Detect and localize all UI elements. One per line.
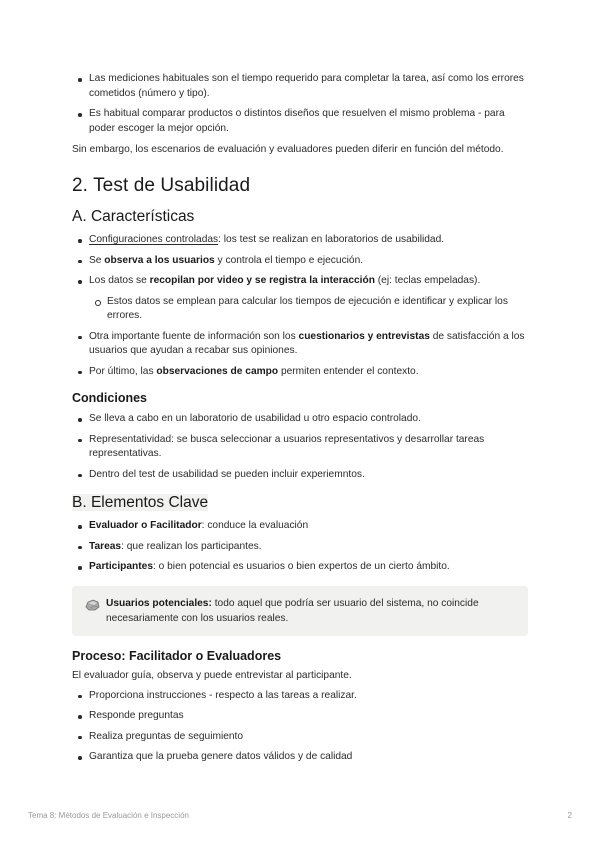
characteristics-list-cont	[72, 330, 528, 380]
list-item	[72, 560, 528, 575]
item-bold: Tareas	[89, 540, 122, 552]
callout-text	[106, 596, 516, 626]
item-text: Otra importante fuente de información son los	[89, 330, 299, 342]
list-item: Es habitual comparar productos o distintos diseños que resuelven el mismo problema - para poder escoger la mejor opción.	[72, 107, 528, 136]
callout-bold: Usuarios potenciales:	[106, 597, 212, 609]
list-item: Proporciona instrucciones - respecto a las tareas a realizar.	[72, 689, 528, 704]
item-text: Los datos se	[89, 275, 150, 286]
potential-users-callout	[72, 586, 528, 636]
page-number: 2	[567, 811, 572, 820]
process-list	[72, 689, 528, 765]
intro-list	[72, 72, 528, 136]
intro-note: Sin embargo, los escenarios de evaluación y evaluadores pueden diferir en función del método.	[72, 144, 504, 155]
process-intro: El evaluador guía, observa y puede entrevistar al participante.	[72, 669, 352, 681]
highlighted-title: B. Elementos Clave	[72, 494, 209, 511]
rock-icon	[84, 598, 100, 612]
list-item: Estos datos se emplean para calcular los tiempos de ejecución e identificar y explicar los errores.	[72, 295, 528, 324]
item-text: permiten entender el contexto.	[278, 365, 419, 377]
callout-body: todo aquel que podría ser usuario del sistema, no coincide necesariamente con los usuarios reales.	[106, 597, 479, 624]
item-text: : que realizan los participantes.	[121, 540, 262, 552]
item-text: (ej: teclas empeladas).	[374, 275, 481, 286]
list-item	[72, 233, 528, 248]
list-item	[72, 365, 528, 380]
list-item: Dentro del test de usabilidad se pueden incluir experiemntos.	[72, 468, 528, 483]
list-item: Las mediciones habituales son el tiempo requerido para completar la tarea, así como los errores cometidos (número y tipo).	[72, 72, 528, 101]
item-text: : o bien potencial es usuarios o bien expertos de un cierto ámbito.	[152, 561, 450, 572]
list-item: Garantiza que la prueba genere datos válidos y de calidad	[72, 750, 528, 765]
item-bold: Participantes	[89, 561, 153, 572]
list-item: Representatividad: se busca seleccionar a usuarios representativos y desarrollar tareas representativas.	[72, 433, 528, 462]
section-title: 2. Test de Usabilidad	[72, 175, 251, 196]
list-item	[72, 330, 528, 359]
footer-title: Tema 8: Métodos de Evaluación e Inspección	[28, 811, 189, 820]
item-text: Por último, las	[89, 365, 157, 377]
list-item: Responde preguntas	[72, 709, 528, 724]
list-item	[72, 519, 528, 534]
list-item	[72, 540, 528, 555]
characteristics-sublist	[72, 295, 528, 324]
conditions-list	[72, 412, 528, 482]
item-text: : los test se realizan en laboratorios de usabilidad.	[218, 234, 445, 245]
controlled-config-link[interactable]: Configuraciones controladas	[89, 234, 219, 245]
subsection-b-title	[72, 494, 528, 512]
item-text: : conduce la evaluación	[201, 520, 309, 531]
item-bold: Evaluador o Facilitador	[89, 520, 202, 531]
item-bold: recopilan por video y se registra la interacción	[149, 275, 375, 286]
subsection-a-title: A. Características	[72, 208, 195, 225]
list-item	[72, 274, 528, 289]
item-text: Se	[89, 254, 105, 266]
process-title: Proceso: Facilitador o Evaluadores	[72, 648, 282, 663]
conditions-title: Condiciones	[72, 391, 148, 405]
page-content	[72, 72, 528, 765]
list-item	[72, 254, 528, 269]
item-text: de satisfacción a los usuarios que ayudan a recabar sus opiniones.	[89, 330, 525, 356]
item-bold: cuestionarios y entrevistas	[298, 330, 430, 342]
list-item: Realiza preguntas de seguimiento	[72, 730, 528, 745]
item-bold: observaciones de campo	[156, 365, 279, 377]
key-elements-list	[72, 519, 528, 575]
characteristics-list	[72, 233, 528, 289]
item-bold: observa a los usuarios	[104, 254, 215, 266]
list-item: Se lleva a cabo en un laboratorio de usabilidad u otro espacio controlado.	[72, 412, 528, 427]
item-text: y controla el tiempo e ejecución.	[214, 254, 364, 266]
